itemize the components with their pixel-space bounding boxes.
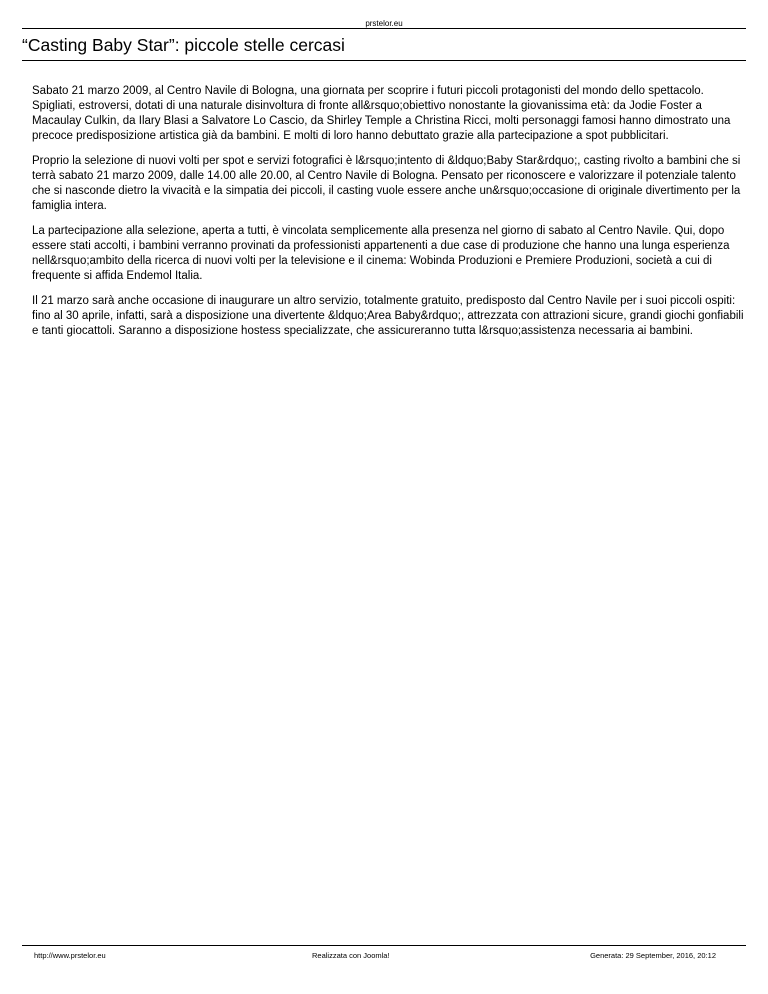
article-body (32, 84, 744, 349)
site-name: prstelor.eu (365, 19, 403, 28)
article-paragraph-intro: Sabato 21 marzo 2009, al Centro Navile di Bologna, una giornata per scoprire i futuri piccoli protagonisti del mondo dello spettacolo. Spigliati, estroversi, dotati di una naturale disinvoltura di fronte all&rsquo;obiettivo nonostante la giovanissima età: da Jodie Foster a Macaulay Culkin, da Ilary Blasi a Salvatore Lo Cascio, da Shirley Temple a Christina Ricci, molti personaggi famosi hanno dimostrato una precoce predisposizione artistica già da bambini. E molti di loro hanno debuttato grazie alla partecipazione a spot pubblicitari. (32, 85, 731, 142)
article-title: “Casting Baby Star”: piccole stelle cercasi (22, 32, 746, 61)
site-header (22, 13, 746, 29)
footer-generated-date: Generata: 29 September, 2016, 20:12 (590, 951, 716, 960)
article-paragraph: La partecipazione alla selezione, aperta a tutti, è vincolata semplicemente alla presenza nel giorno di sabato al Centro Navile. Qui, dopo essere stati accolti, i bambini verranno provinati da professionisti appartenenti a due case di produzione che hanno una lunga esperienza nell&rsquo;ambito della ricerca di nuovi volti per la televisione e il cinema: Wobinda Produzioni e Premiere Produzioni, società a cui di frequente si affida Endemol Italia. (32, 225, 730, 282)
footer-made-with: Realizzata con Joomla! (312, 951, 390, 960)
article-paragraph: Proprio la selezione di nuovi volti per spot e servizi fotografici è l&rsquo;intento di &ldquo;Baby Star&rdquo;, casting rivolto a bambini che si terrà sabato 21 marzo 2009, dalle 14.00 alle 20.00, al Centro Navile di Bologna. Pensato per riconoscere e valorizzare il potenziale talento che si nasconde dietro la vivacità e la simpatia dei piccoli, il casting vuole essere anche un&rsquo;occasione di originale divertimento per la famiglia intera. (32, 155, 741, 212)
article-paragraph: Il 21 marzo sarà anche occasione di inaugurare un altro servizio, totalmente gratuito, predisposto dal Centro Navile per i suoi piccoli ospiti: fino al 30 aprile, infatti, sarà a disposizione una divertente &ldquo;Area Baby&rdquo;, attrezzata con attrazioni sicure, grandi giochi gonfiabili e tanti giocattoli. Saranno a disposizione hostess specializzate, che assicureranno tutta l&rsquo;assistenza necessaria ai bambini. (32, 295, 744, 337)
footer-url: http://www.prstelor.eu (34, 951, 106, 960)
page-footer (22, 945, 746, 962)
